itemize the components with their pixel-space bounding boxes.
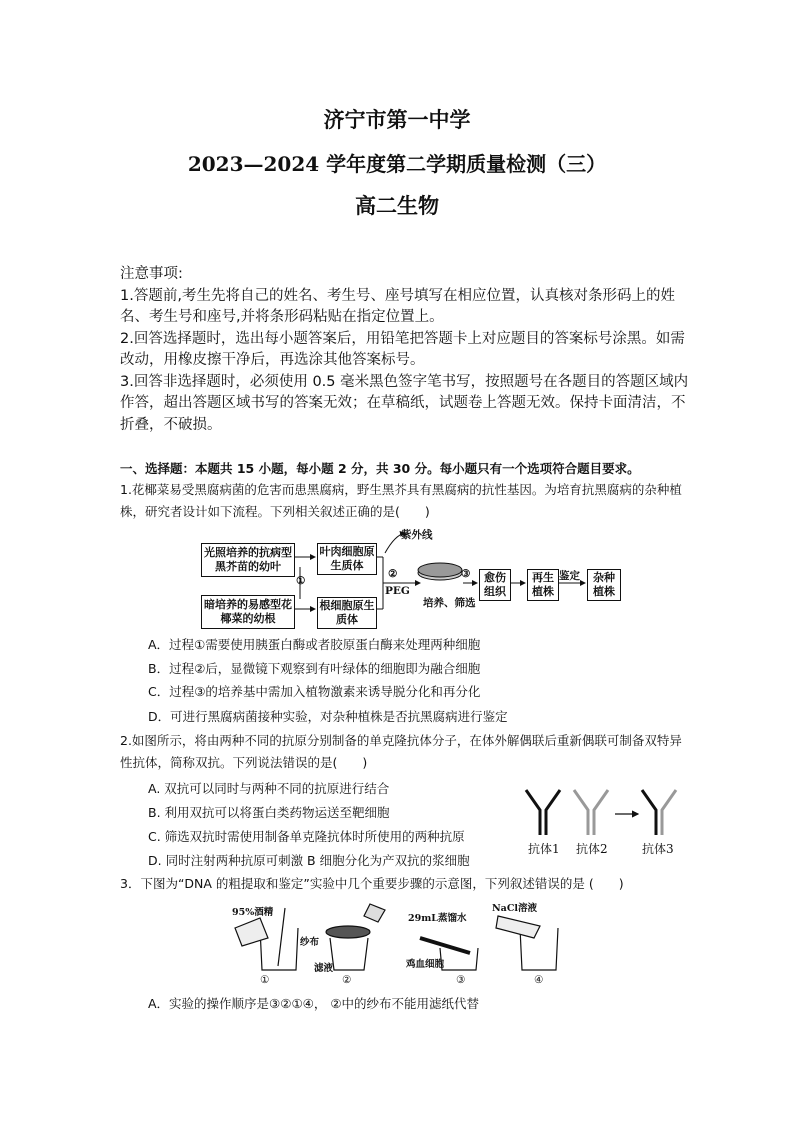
label-gauze: 纱布 — [300, 937, 320, 948]
note-item-3: 3.回答非选择题时，必须使用 0.5 毫米黑色签字笔书写，按照题号在各题目的答题区域内作答，超出答题区域书写的答案无效；在草稿纸，试题卷上答题无效。保持卡面清洁，不折叠，不破损。 — [120, 373, 689, 433]
label-step-2: ② — [342, 974, 352, 986]
antibody-shapes — [520, 780, 690, 840]
exam-title: 2023—2024 学年度第二学期质量检测（三） — [187, 152, 607, 176]
label-step2: ② — [388, 568, 398, 580]
q1-option-c: C．过程③的培养基中需加入植物激素来诱导脱分化和再分化 — [148, 684, 481, 699]
label-peg: PEG — [385, 585, 410, 597]
label-step3: ③ — [461, 568, 471, 580]
q3-stem: 3．下图为“DNA 的粗提取和鉴定”实验中几个重要步骤的示意图，下列叙述错误的是 ( ) — [120, 876, 624, 891]
label-blood: 鸡血细胞 — [406, 959, 445, 970]
q1-option-a: A．过程①需要使用胰蛋白酶或者胶原蛋白酶来处理两种细胞 — [148, 637, 481, 652]
q2-option-c: C. 筛选双抗时需使用制备单克隆抗体时所使用的两种抗原 — [148, 829, 465, 844]
label-water: 29mL蒸馏水 — [408, 913, 467, 924]
q1-option-d: D．可进行黑腐病菌接种实验，对杂种植株是否抗黑腐病进行鉴定 — [148, 709, 508, 724]
label-culture: 培养、筛选 — [423, 597, 476, 609]
q3-option-a: A．实验的操作顺序是③②①④， ②中的纱布不能用滤纸代替 — [148, 996, 480, 1011]
notes-block — [120, 264, 690, 436]
notes-heading: 注意事项: — [120, 266, 183, 282]
q1-option-b: B．过程②后，显微镜下观察到有叶绿体的细胞即为融合细胞 — [148, 661, 481, 676]
q1-stem: 1.花椰菜易受黑腐病菌的危害而患黑腐病，野生黑芥具有黑腐病的抗性基因。为培育抗黑腐病的杂种植株，研究者设计如下流程。下列相关叙述正确的是( ) — [120, 482, 682, 519]
note-item-2: 2.回答选择题时，选出每小题答案后，用铅笔把答题卡上对应题目的答案标号涂黑。如需改动，用橡皮擦干净后，再选涂其他答案标号。 — [120, 330, 685, 368]
box-hybrid-plant: 杂种植株 — [587, 569, 621, 601]
q2-option-d: D. 同时注射两种抗原可刺激 B 细胞分化为产双抗的浆细胞 — [148, 853, 470, 868]
label-nacl: NaCl溶液 — [492, 903, 538, 914]
box-regenerated-plant: 再生植株 — [527, 569, 559, 601]
box-root-protoplast: 根细胞原生质体 — [317, 597, 377, 629]
box-black-mustard-leaf: 光照培养的抗病型黑芥苗的幼叶 — [201, 543, 295, 577]
label-step1: ① — [296, 575, 306, 587]
box-mesophyll-protoplast: 叶肉细胞原生质体 — [317, 543, 377, 575]
label-filtrate: 滤液 — [314, 963, 334, 974]
q2-option-b: B. 利用双抗可以将蛋白类药物运送至靶细胞 — [148, 805, 390, 820]
q1-flow-diagram — [195, 525, 625, 630]
label-step-1: ① — [260, 974, 270, 986]
school-name: 济宁市第一中学 — [323, 107, 471, 132]
q3-dna-figure — [230, 898, 570, 988]
section-heading: 一、选择题：本题共 15 小题，每小题 2 分，共 30 分。每小题只有一个选项符合题目要求。 — [120, 461, 640, 476]
label-antibody-2: 抗体2 — [576, 842, 608, 856]
label-uv: 紫外线 — [401, 529, 433, 541]
q2-antibody-figure — [520, 780, 690, 860]
box-callus: 愈伤组织 — [479, 569, 511, 601]
label-identify: 鉴定 — [559, 570, 580, 582]
subject-title: 高二生物 — [355, 193, 439, 218]
label-alcohol: 95%酒精 — [232, 907, 274, 918]
note-item-1: 1.答题前,考生先将自己的姓名、考生号、座号填写在相应位置，认真核对条形码上的姓名、考生号和座号,并将条形码粘贴在指定位置上。 — [120, 287, 675, 325]
q2-option-a: A. 双抗可以同时与两种不同的抗原进行结合 — [148, 781, 390, 796]
label-antibody-1: 抗体1 — [528, 842, 560, 856]
box-cauliflower-root: 暗培养的易感型花椰菜的幼根 — [201, 595, 295, 629]
label-step-4: ④ — [534, 974, 544, 986]
q2-stem: 2.如图所示，将由两种不同的抗原分别制备的单克隆抗体分子，在体外解偶联后重新偶联可制备双特异性抗体，简称双抗。下列说法错误的是( ) — [120, 733, 682, 770]
label-antibody-3: 抗体3 — [642, 842, 674, 856]
label-step-3: ③ — [456, 974, 466, 986]
